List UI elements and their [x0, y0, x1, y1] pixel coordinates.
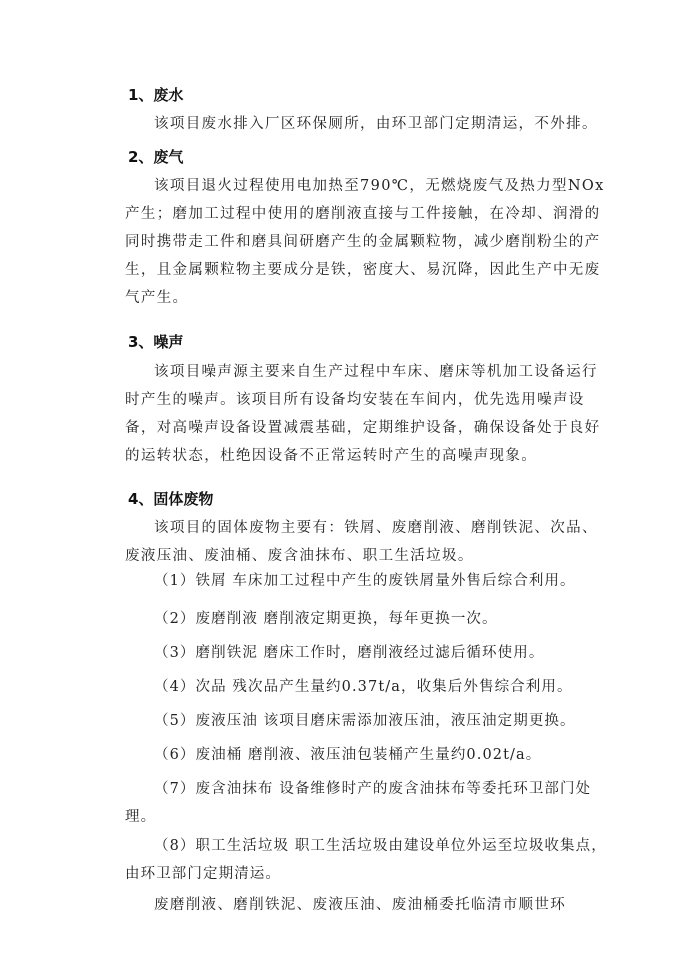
paragraph-closing: 废磨削液、磨削铁泥、废液压油、废油桶委托临清市顺世环	[154, 897, 567, 913]
list-item-hydraulic-oil: （5）废液压油 该项目磨床需添加液压油，液压油定期更换。	[154, 713, 576, 729]
list-item-domestic-garbage: （8）职工生活垃圾 职工生活垃圾由建设单位外运至垃圾收集点，由环卫部门定期清运。	[125, 838, 607, 882]
list-item-grinding-fluid: （2）废磨削液 磨削液定期更换，每年更换一次。	[154, 611, 498, 627]
list-item-grinding-sludge: （3）磨削铁泥 磨床工作时，磨削液经过滤后循环使用。	[154, 645, 545, 661]
list-item-oily-rags: （7）废含油抹布 设备维修时产的废含油抹布等委托环卫部门处理。	[125, 781, 592, 825]
heading-noise: 3、噪声	[128, 333, 184, 351]
heading-exhaust-gas: 2、废气	[128, 148, 184, 166]
list-item-iron-chips: （1）铁屑 车床加工过程中产生的废铁屑量外售后综合利用。	[154, 573, 576, 589]
list-item-defective-products: （4）次品 残次品产生量约0.37t/a，收集后外售综合利用。	[154, 679, 573, 695]
paragraph-noise: 该项目噪声源主要来自生产过程中车床、磨床等机加工设备运行时产生的噪声。该项目所有设备均安装在车间内，优先选用噪声设备，对高噪声设备设置减震基础，定期维护设备，确保设备处于良好的运转状态，杜绝因设备不正常运转时产生的高噪声现象。	[125, 364, 601, 464]
paragraph-exhaust-gas: 该项目退火过程使用电加热至790℃，无燃烧废气及热力型NOx产生；磨加工过程中使用的磨削液直接与工件接触，在冷却、润滑的同时携带走工件和磨具间研磨产生的金属颗粒物，减少磨削粉尘的产生，且金属颗粒物主要成分是铁，密度大、易沉降，因此生产中无废气产生。	[125, 178, 605, 306]
heading-solid-waste: 4、固体废物	[128, 490, 214, 508]
paragraph-solid-waste-intro: 该项目的固体废物主要有：铁屑、废磨削液、磨削铁泥、次品、废液压油、废油桶、废含油抹布、职工生活垃圾。	[125, 520, 598, 564]
list-item-oil-drums: （6）废油桶 磨削液、液压油包装桶产生量约0.02t/a。	[154, 747, 542, 763]
paragraph-wastewater: 该项目废水排入厂区环保厕所，由环卫部门定期清运，不外排。	[154, 116, 598, 132]
heading-wastewater: 1、废水	[128, 86, 184, 104]
